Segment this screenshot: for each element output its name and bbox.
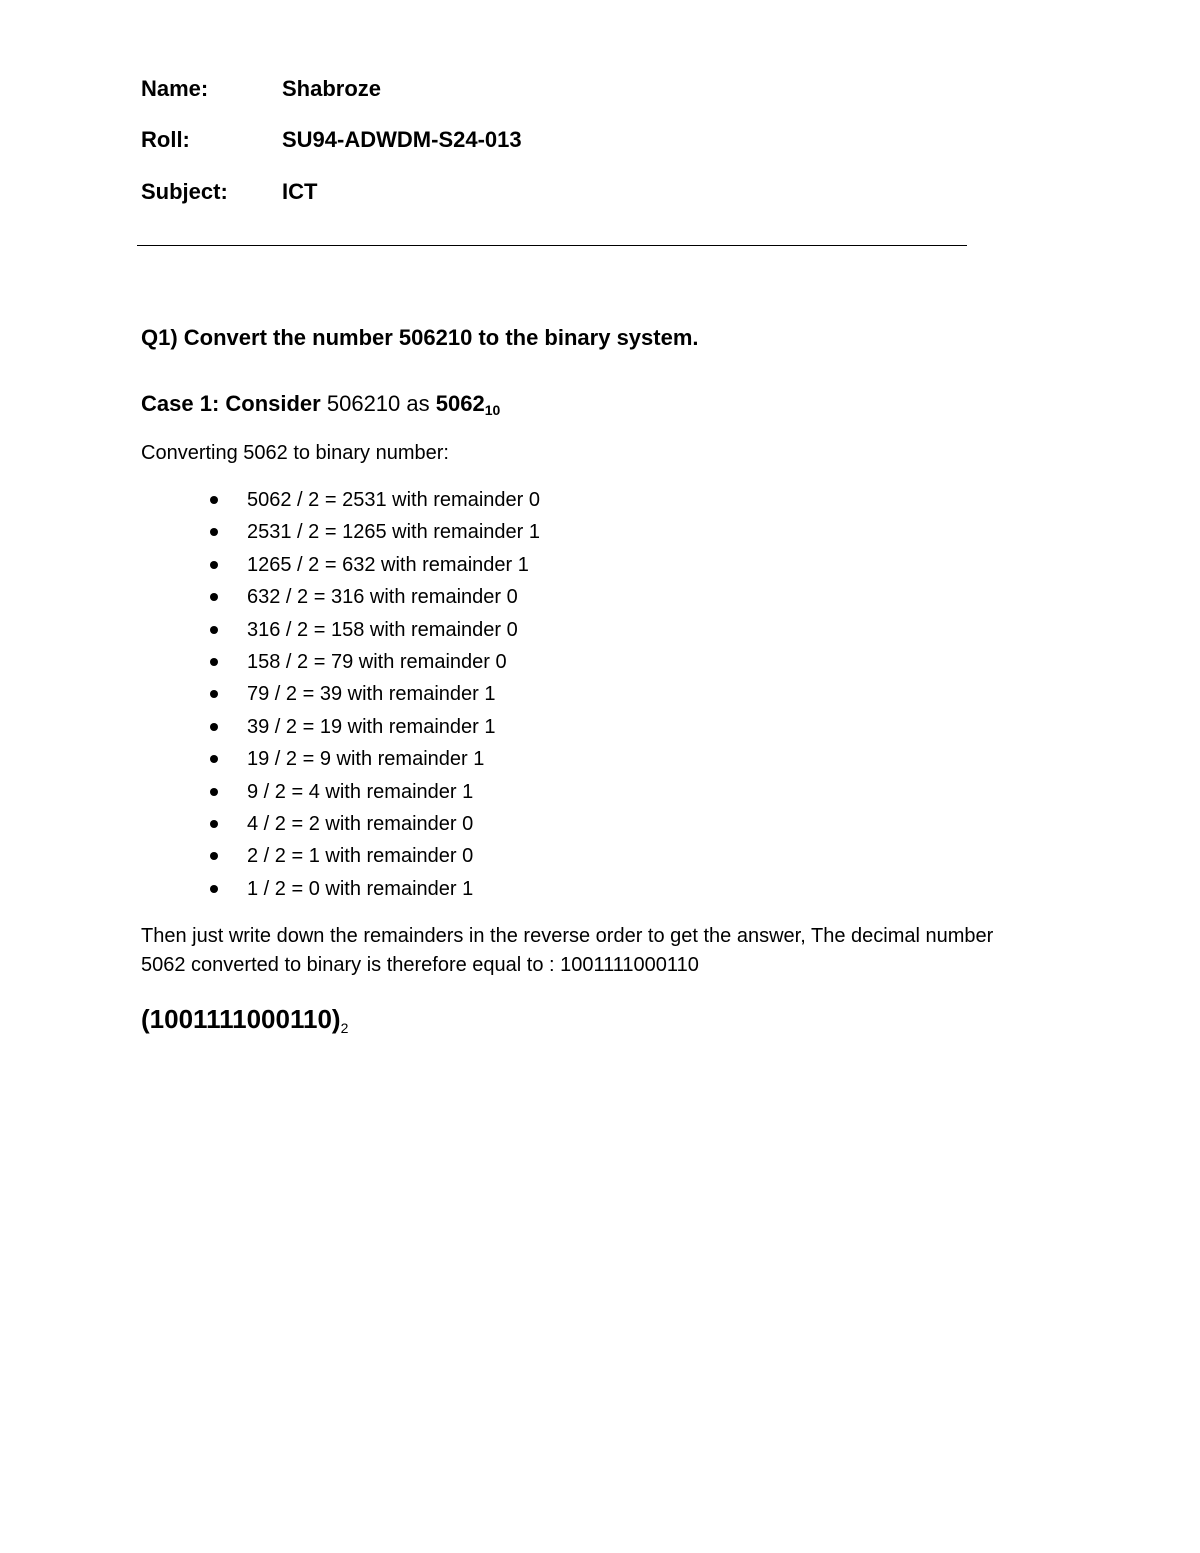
step-text: 1 / 2 = 0 with remainder 1 <box>247 877 474 900</box>
roll-label: Roll: <box>141 127 190 152</box>
subject-label: Subject: <box>141 179 228 204</box>
bullet-icon <box>210 755 218 763</box>
bullet-icon <box>210 788 218 796</box>
step-text: 316 / 2 = 158 with remainder 0 <box>247 618 518 641</box>
case-as-word: as <box>406 391 430 416</box>
case-heading <box>141 390 500 424</box>
case-base-subscript: 10 <box>484 402 501 418</box>
bullet-icon <box>210 561 218 569</box>
name-value: Shabroze <box>282 76 382 101</box>
conversion-intro: Converting 5062 to binary number: <box>141 442 449 464</box>
bullet-icon <box>210 496 218 504</box>
step-text: 9 / 2 = 4 with remainder 1 <box>247 780 474 803</box>
bullet-icon <box>210 885 218 893</box>
horizontal-divider <box>137 245 967 246</box>
step-text: 2531 / 2 = 1265 with remainder 1 <box>247 521 540 544</box>
roll-value: SU94-ADWDM-S24-013 <box>282 127 522 152</box>
bullet-icon <box>210 658 218 666</box>
case-base-number: 5062 <box>435 391 485 416</box>
step-text: 1265 / 2 = 632 with remainder 1 <box>247 553 529 576</box>
step-text: 158 / 2 = 79 with remainder 0 <box>247 650 507 673</box>
subject-value: ICT <box>282 179 318 204</box>
case-number: 506210 <box>326 391 401 416</box>
bullet-icon <box>210 626 218 634</box>
bullet-icon <box>210 528 218 536</box>
step-text: 2 / 2 = 1 with remainder 0 <box>247 845 474 868</box>
bullet-icon <box>210 690 218 698</box>
conclusion-paragraph: Then just write down the remainders in the reverse order to get the answer, The decimal number 5062 converted to binary is therefore equal to : 1001111000110 <box>141 925 994 976</box>
case-label: Case 1: Consider <box>141 391 321 416</box>
question-heading: Q1) Convert the number 506210 to the binary system. <box>141 325 699 350</box>
name-label: Name: <box>141 76 209 101</box>
step-text: 39 / 2 = 19 with remainder 1 <box>247 715 496 738</box>
bullet-icon <box>210 723 218 731</box>
bullet-icon <box>210 852 218 860</box>
final-answer <box>141 1002 348 1045</box>
step-text: 79 / 2 = 39 with remainder 1 <box>247 683 496 706</box>
step-text: 632 / 2 = 316 with remainder 0 <box>247 586 518 609</box>
answer-value: (1001111000110) <box>141 1004 341 1034</box>
answer-base-subscript: 2 <box>340 1020 349 1036</box>
bullet-icon <box>210 593 218 601</box>
step-text: 5062 / 2 = 2531 with remainder 0 <box>247 489 540 511</box>
step-text: 19 / 2 = 9 with remainder 1 <box>247 748 485 771</box>
step-text: 4 / 2 = 2 with remainder 0 <box>247 812 474 835</box>
bullet-icon <box>210 820 218 828</box>
